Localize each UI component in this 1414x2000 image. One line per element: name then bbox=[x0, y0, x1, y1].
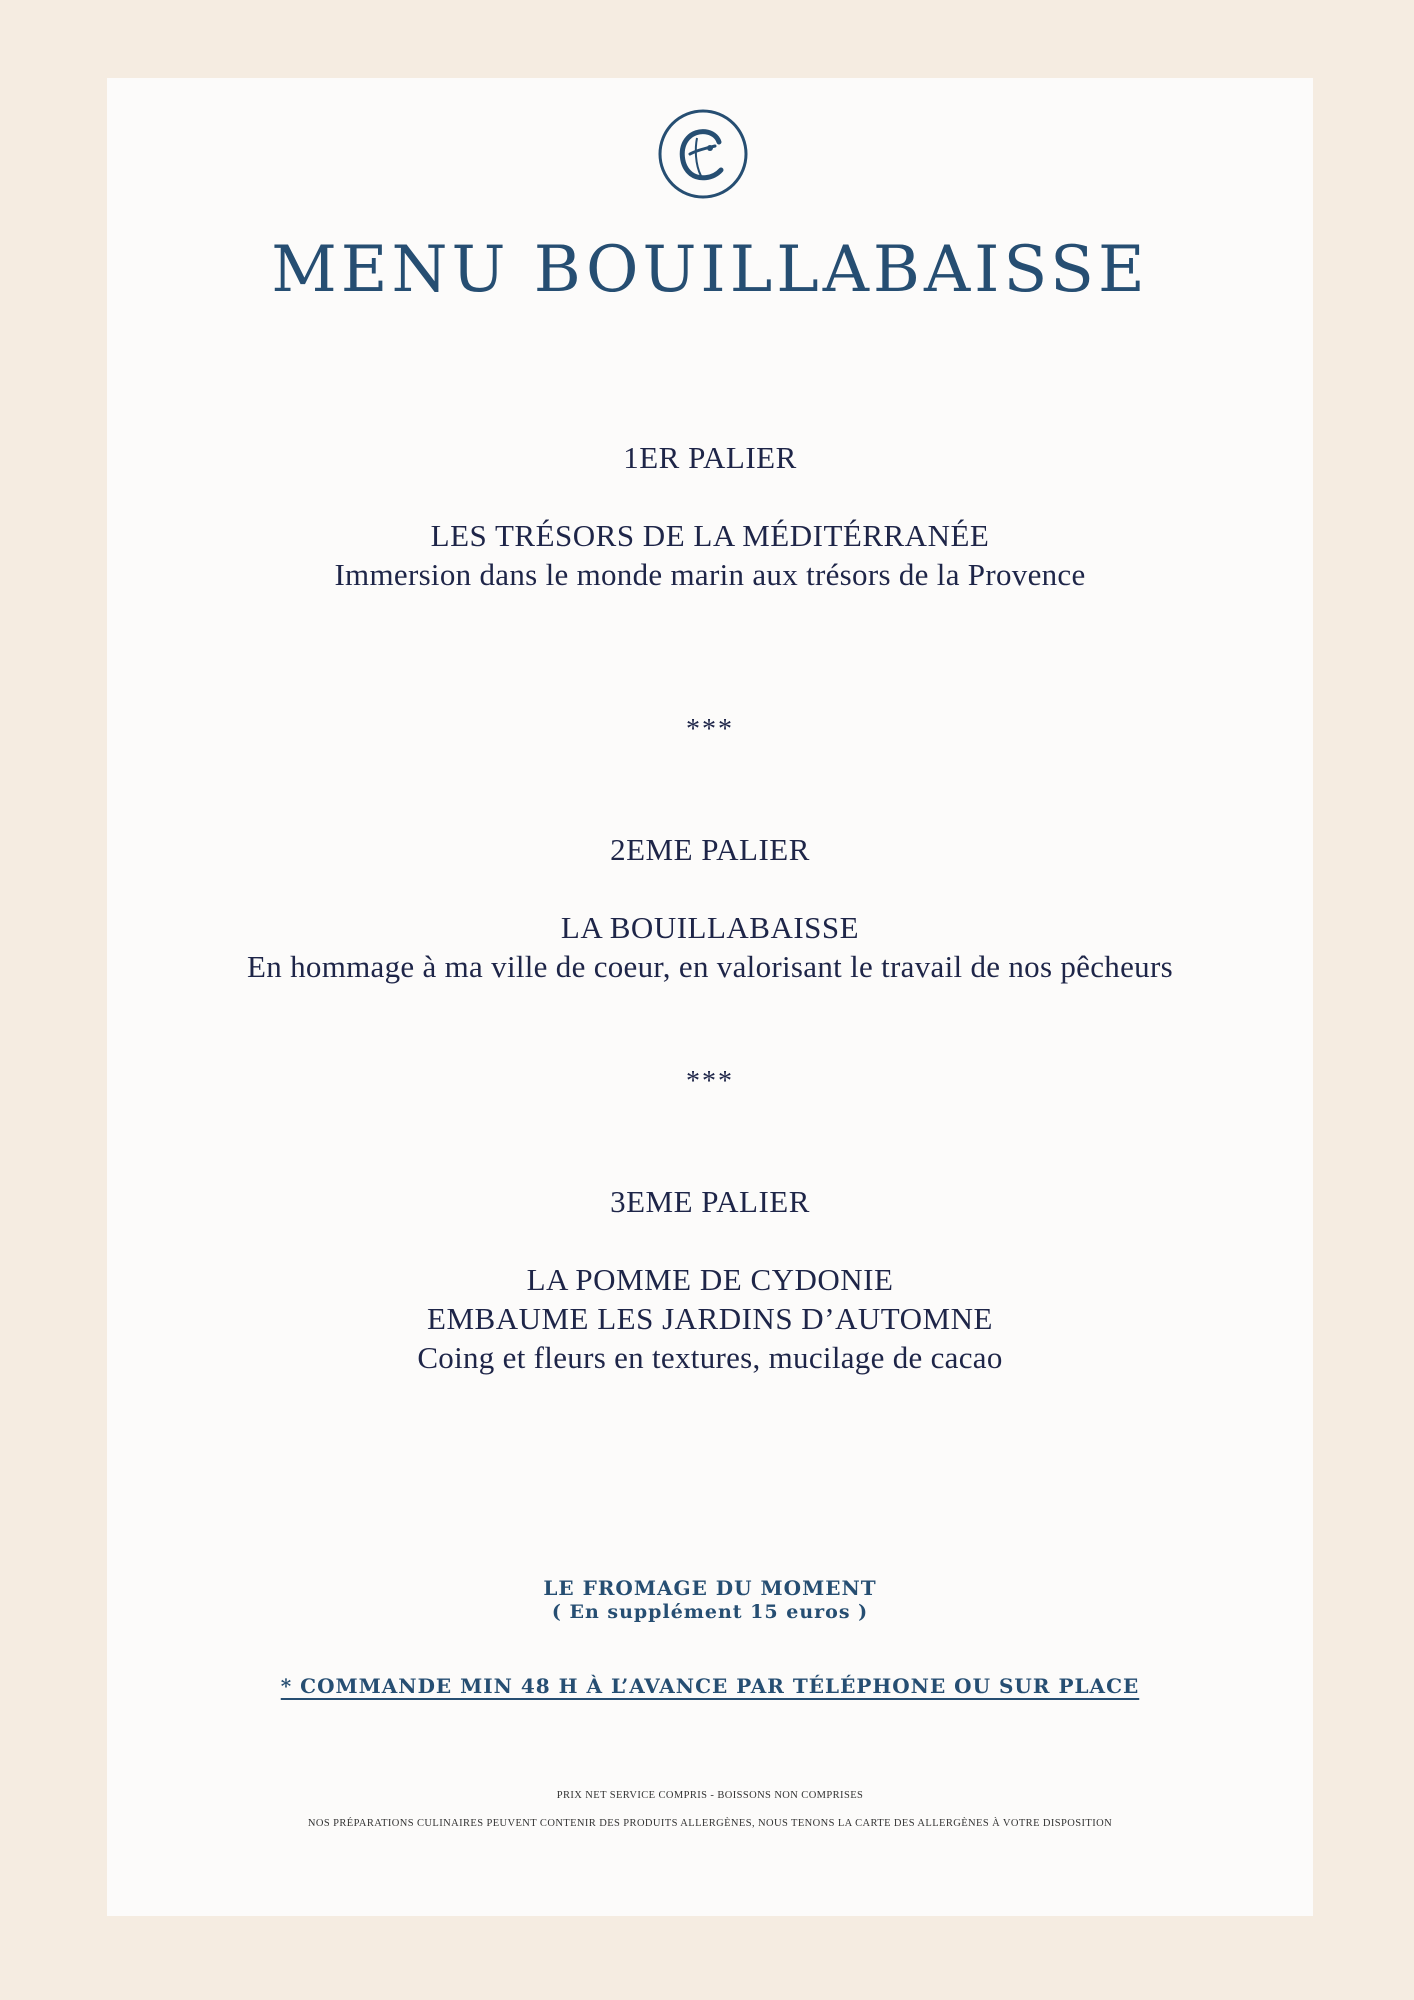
price-note: PRIX NET SERVICE COMPRIS - BOISSONS NON COMPRISES bbox=[556, 1790, 864, 1801]
separator-1: *** bbox=[686, 714, 734, 745]
course-3-description: Coing et fleurs en textures, mucilage de cacao bbox=[417, 1340, 1003, 1375]
course-2-description: En hommage à ma ville de coeur, en valorisant le travail de nos pêcheurs bbox=[247, 949, 1173, 984]
cheese-title: LE FROMAGE DU MOMENT bbox=[543, 1576, 877, 1600]
separator-2: *** bbox=[686, 1066, 734, 1097]
course-3-dish-line-1: LA POMME DE CYDONIE bbox=[526, 1262, 894, 1297]
course-2-tier: 2EME PALIER bbox=[610, 832, 810, 867]
e-monogram-logo-icon bbox=[657, 108, 749, 200]
menu-card bbox=[107, 78, 1313, 1916]
menu-title: MENU BOUILLABAISSE bbox=[271, 233, 1149, 307]
cheese-supplement: ( En supplément 15 euros ) bbox=[551, 1601, 869, 1623]
course-1-tier: 1ER PALIER bbox=[623, 440, 797, 475]
course-1-description: Immersion dans le monde marin aux trésors de la Provence bbox=[334, 557, 1086, 592]
course-3-dish-line-2: EMBAUME LES JARDINS D’AUTOMNE bbox=[427, 1301, 993, 1336]
order-notice-text: * COMMANDE MIN 48 H À L’AVANCE PAR TÉLÉPHONE OU SUR PLACE bbox=[280, 1674, 1140, 1698]
allergen-note: NOS PRÉPARATIONS CULINAIRES PEUVENT CONTENIR DES PRODUITS ALLERGÈNES, NOUS TENONS LA CARTE DES ALLERGÈNES À VOTRE DISPOSITION bbox=[307, 1818, 1113, 1829]
course-3-tier: 3EME PALIER bbox=[610, 1184, 810, 1219]
course-2-dish: LA BOUILLABAISSE bbox=[560, 910, 860, 945]
course-1-dish: LES TRÉSORS DE LA MÉDITÉRRANÉE bbox=[430, 518, 990, 553]
order-notice bbox=[107, 1674, 1313, 1698]
